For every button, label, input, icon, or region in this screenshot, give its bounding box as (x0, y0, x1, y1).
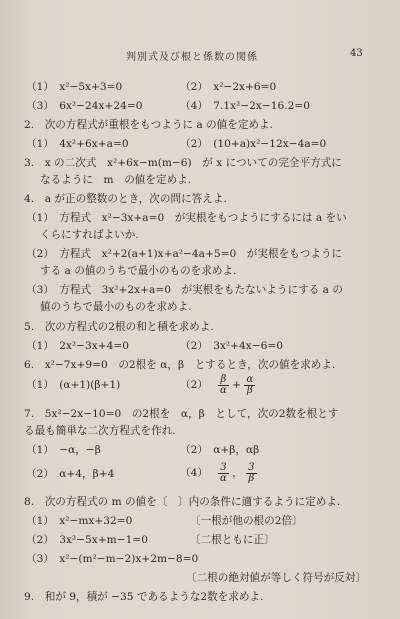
question-3: 3. x の二次式 x²+6x−m(m−6) が x についての完全平方式に (24, 157, 342, 169)
fraction-alpha-over-beta (244, 375, 255, 396)
question-4-3-cont: 値のうちで最小のものを求めよ. (40, 301, 192, 313)
fraction-beta-over-alpha (218, 375, 229, 396)
question-2: 2. 次の方程式が重根をもつように a の値を定めよ. (24, 119, 273, 131)
exercise-7-3: （2） α+4，β+4 (26, 468, 115, 480)
question-4-1-cont: くらにすればよいか. (40, 229, 139, 241)
exercise-6-1: （1） (α+1)(β+1) (26, 379, 121, 391)
exercise-6-2 (180, 370, 255, 400)
exercise-8-3-condition: 〔二根の絶対値が等しく符号が反対〕 (186, 572, 367, 584)
exercise-7-1: （1） −α，−β (26, 444, 101, 456)
numerator: 3 (218, 463, 229, 474)
fraction-3-over-alpha (218, 463, 229, 484)
question-6: 6. x²−7x+9=0 の2根を α，β とするとき，次の値を求めよ. (24, 359, 336, 371)
question-8: 8. 次の方程式の m の値を〔 〕内の条件に適するように定めよ. (24, 496, 341, 508)
exercise-5-1: （1） 2x²−3x+4=0 (26, 340, 130, 352)
question-4: 4. a が正の整数のとき，次の問に答えよ. (24, 193, 227, 205)
exercise-5-2: （2） 3x²+4x−6=0 (180, 340, 284, 352)
exercise-8-1-condition: 〔一根が他の根の2倍〕 (190, 515, 303, 527)
denominator: β (248, 472, 255, 484)
running-title: 判別式及び根と係数の関係 (126, 52, 258, 63)
denominator: α (220, 472, 227, 484)
question-4-2-cont: する a の値のうちで最小のものを求めよ. (40, 265, 237, 277)
item-number: （4） (180, 467, 208, 479)
exercise-2-2: （2） (10+a)x²−12x−4a=0 (180, 138, 327, 150)
exercise-8-1: （1） x²−mx+32=0 (26, 515, 133, 527)
exercise-2-1: （1） 4x²+6x+a=0 (26, 138, 129, 150)
item-number: （2） (180, 379, 208, 391)
plus-sign: + (232, 379, 242, 391)
question-3-cont: なるように m の値を定めよ. (40, 174, 192, 186)
exercise-8-3: （3） x²−(m²−m−2)x+2m−8=0 (26, 553, 199, 565)
page-number: 43 (350, 48, 363, 59)
exercise-8-2-condition: 〔二根ともに正〕 (190, 534, 275, 546)
exercise-1-2: （2） x²−2x+6=0 (180, 81, 277, 93)
question-4-1: （1） 方程式 x²−3x+a=0 が実根をもつようにするには a をい (26, 212, 347, 224)
comma: ， (232, 467, 243, 479)
fraction-3-over-beta (246, 463, 256, 484)
numerator: 3 (248, 461, 255, 473)
question-9: 9. 和が 9，積が −35 であるような2数を求めよ. (24, 591, 264, 603)
page-header (0, 48, 400, 62)
numerator: α (246, 373, 254, 385)
exercise-1-1: （1） x²−5x+3=0 (26, 81, 123, 93)
question-5: 5. 次の方程式の2根の和と積を求めよ. (24, 321, 214, 333)
exercise-1-4: （4） 7.1x²−2x−16.2=0 (180, 100, 310, 112)
exercise-1-3: （3） 6x²−24x+24=0 (26, 100, 143, 112)
question-4-3: （3） 方程式 3x²+2x+a=0 が実根をもたないようにする a の (26, 284, 343, 296)
exercise-7-2: （2） α+β，αβ (180, 444, 260, 456)
question-4-2: （2） 方程式 x²+2(a+1)x+a²−4a+5=0 が実根をもつように (26, 248, 343, 260)
exercise-7-4 (180, 458, 257, 488)
denominator: β (246, 384, 253, 396)
numerator: β (218, 375, 229, 386)
denominator: α (220, 384, 227, 396)
exercise-8-2: （2） 3x²−5x+m−1=0 (26, 534, 148, 546)
question-7: 7. 5x²−2x−10=0 の2根を α，β として，次の2数を根とす (24, 408, 339, 420)
question-7-cont: る最も簡単な二次方程式を作れ. (24, 425, 176, 437)
